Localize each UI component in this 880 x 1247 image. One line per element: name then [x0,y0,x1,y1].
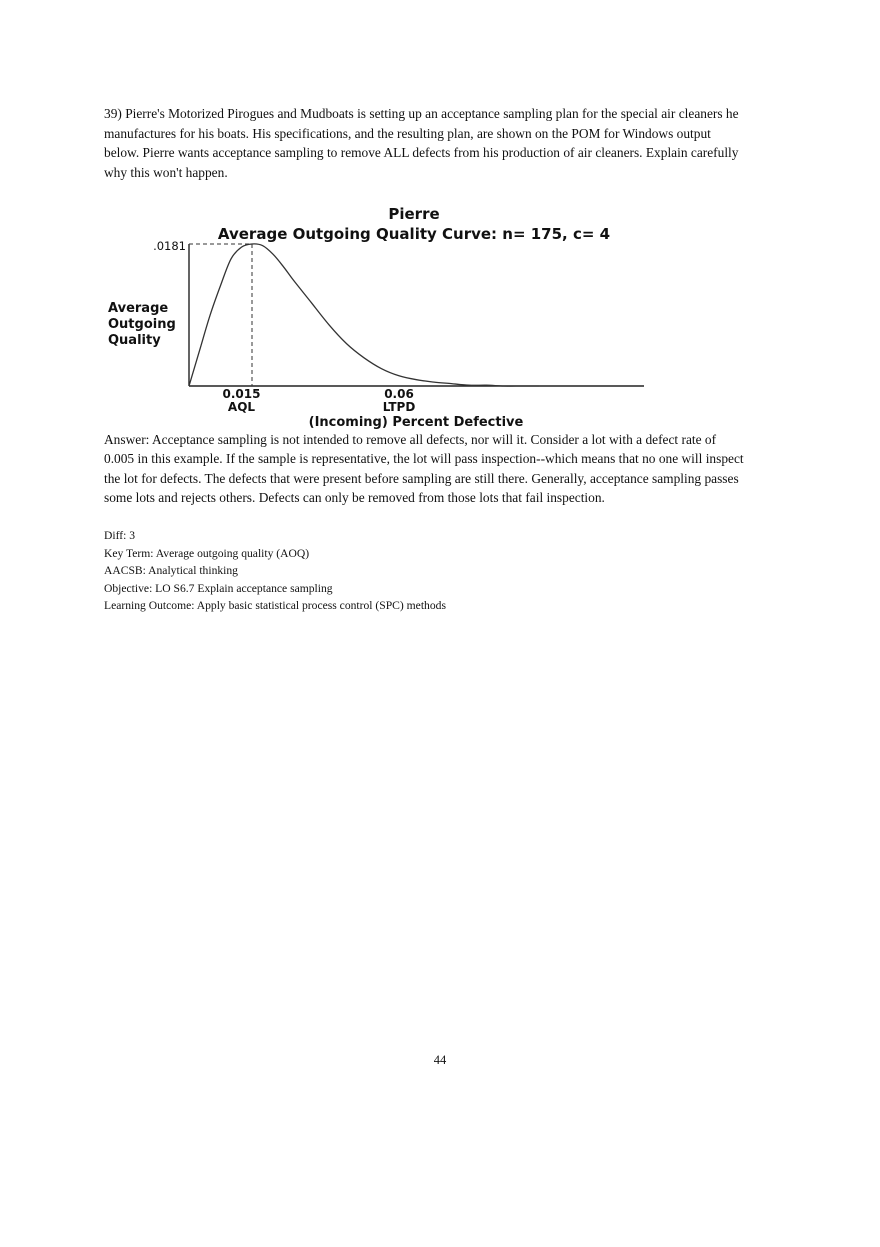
meta-key-term: Key Term: Average outgoing quality (AOQ) [104,547,310,560]
aoq-curve-line [189,244,539,386]
page-number: 44 [433,1053,447,1067]
y-tick-label: .0181 [153,239,186,253]
meta-learning-outcome: Learning Outcome: Apply basic statistical process control (SPC) methods [104,599,446,612]
aoq-chart [104,200,652,432]
x-tick-value-1: 0.06 [384,387,414,401]
x-tick-value-0: 0.015 [222,387,261,401]
x-tick-sublabel-1: LTPD [382,400,416,414]
y-axis-label-line-1: Average [108,301,169,316]
answer-text: Answer: Acceptance sampling is not intended to remove all defects, nor will it. Consider a lot with a defect rate of 0.005 in this example. If the sample is representative, the lot will pass inspection--which means that no one will inspect the lot for defects. The defects that were present before sampling are still there. Generally, acceptance sampling passes some lots and rejects others. Defects can only be removed from those lots that fail inspection. [104,432,744,506]
chart-subtitle: Average Outgoing Quality Curve: n= 175, c= 4 [217,225,611,243]
x-tick-labels [223,387,416,414]
meta-aacsb: AACSB: Analytical thinking [104,564,238,577]
question-text: 39) Pierre's Motorized Pirogues and Mudboats is setting up an acceptance sampling plan for the special air cleaners he manufactures for his boats. His specifications, and the resulting plan, are shown on the POM for Windows output below. Pierre wants acceptance sampling to remove ALL defects from his production of air cleaners. Explain carefully why this won't happen. [104,106,739,180]
y-axis-label-line-2: Outgoing [108,317,176,332]
meta-objective: Objective: LO S6.7 Explain acceptance sampling [104,582,333,595]
chart-title: Pierre [388,205,440,223]
x-tick-sublabel-0: AQL [227,400,256,414]
x-axis-label: (Incoming) Percent Defective [308,415,524,430]
meta-diff: Diff: 3 [104,529,136,542]
y-axis-label-line-3: Quality [108,333,161,348]
